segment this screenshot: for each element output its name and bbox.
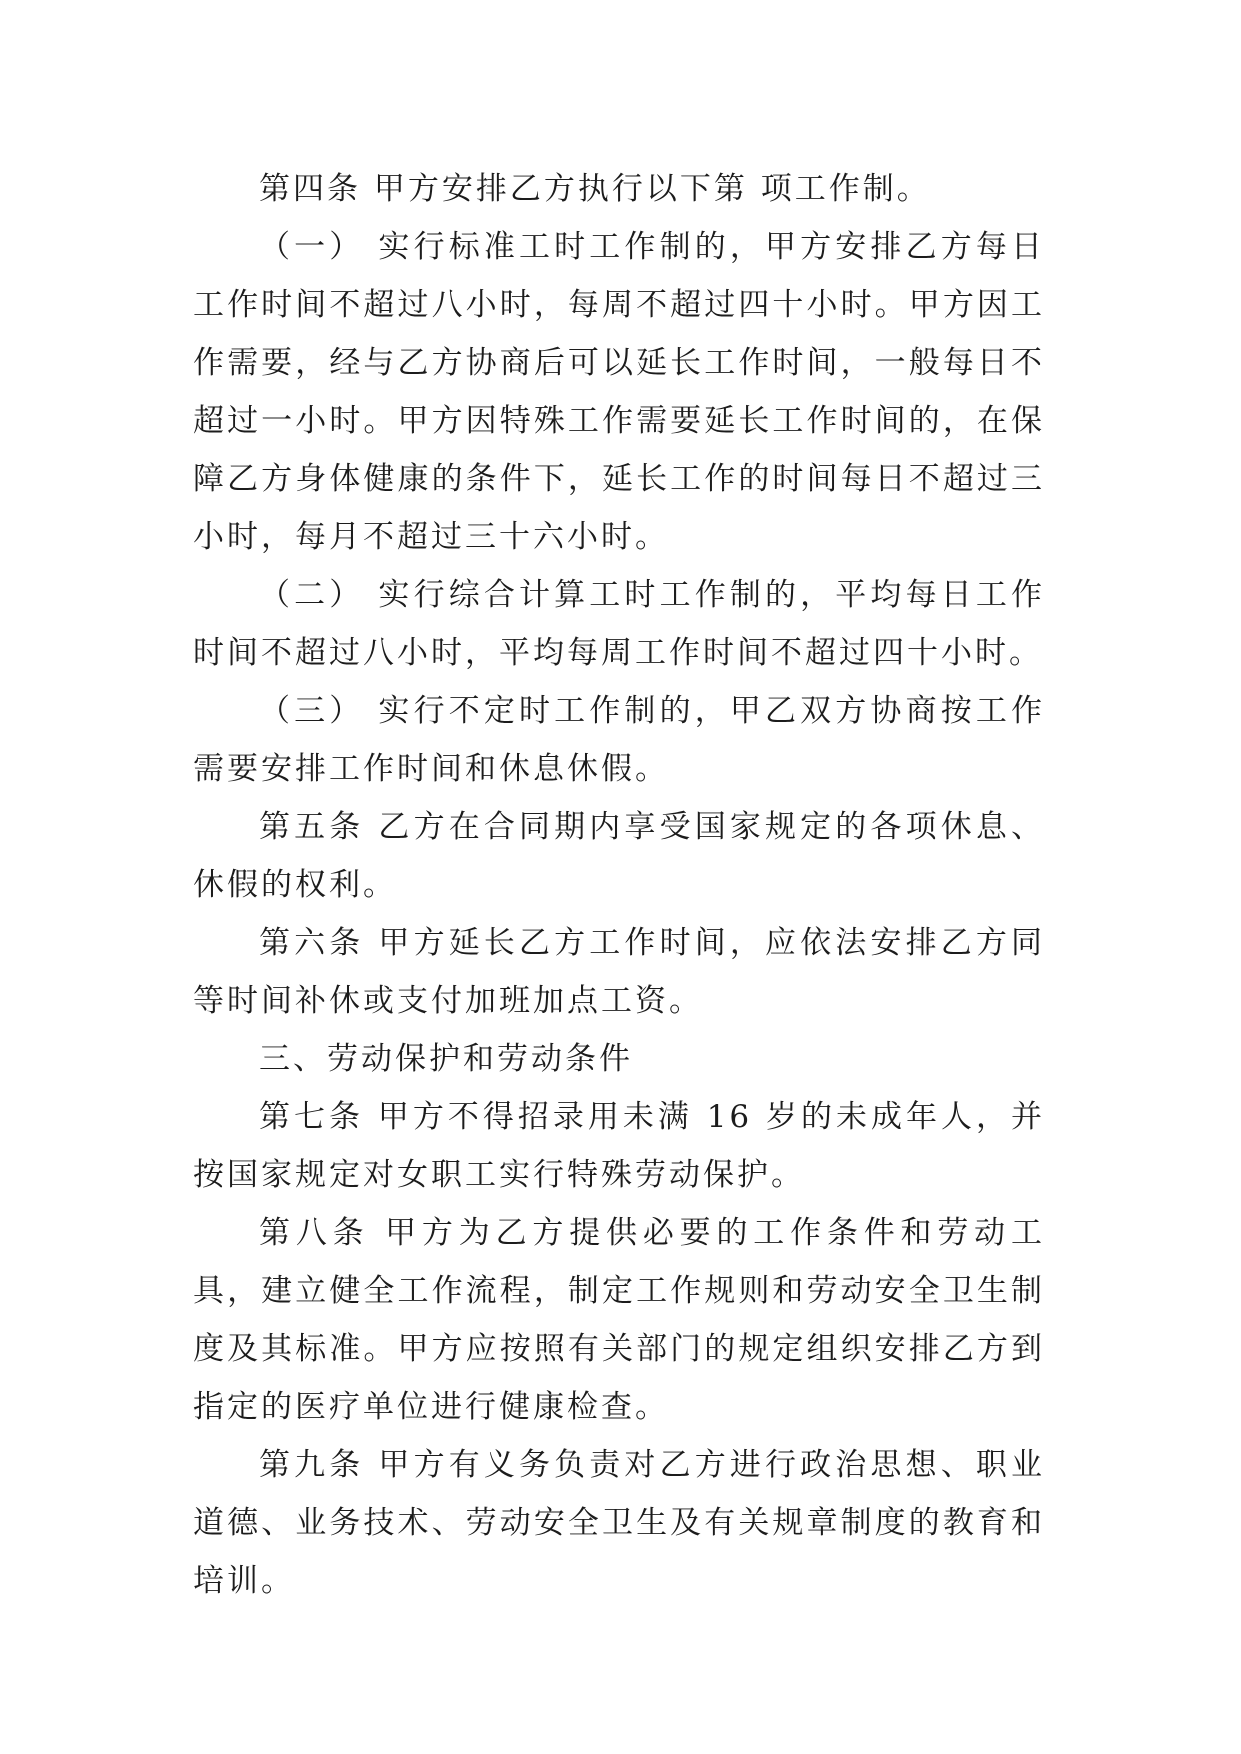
clause-standard-hours-paragraph: （一） 实行标准工时工作制的，甲方安排乙方每日工作时间不超过八小时，每周不超过四十小时。甲方因工作需要，经与乙方协商后可以延长工作时间，一般每日不超过一小时。甲方因特殊工作需要延长工作时间的，在保障乙方身体健康的条件下，延长工作的时间每日不超过三小时，每月不超过三十六小时。 xyxy=(193,229,1045,555)
section-3-heading: 三、劳动保护和劳动条件 xyxy=(259,1041,633,1077)
article-8-paragraph: 第八条 甲方为乙方提供必要的工作条件和劳动工具，建立健全工作流程，制定工作规则和劳动安全卫生制度及其标准。甲方应按照有关部门的规定组织安排乙方到指定的医疗单位进行健康检查。 xyxy=(193,1215,1045,1425)
clause-flexible-hours-paragraph: （三） 实行不定时工作制的，甲乙双方协商按工作需要安排工作时间和休息休假。 xyxy=(193,693,1045,787)
clause-comprehensive-hours-paragraph: （二） 实行综合计算工时工作制的，平均每日工作时间不超过八小时，平均每周工作时间不超过四十小时。 xyxy=(193,577,1045,671)
article-5-paragraph: 第五条 乙方在合同期内享受国家规定的各项休息、休假的权利。 xyxy=(193,809,1045,903)
article-9-paragraph: 第九条 甲方有义务负责对乙方进行政治思想、职业道德、业务技术、劳动安全卫生及有关规章制度的教育和培训。 xyxy=(193,1447,1045,1599)
article-7-paragraph: 第七条 甲方不得招录用未满 16 岁的未成年人，并按国家规定对女职工实行特殊劳动保护。 xyxy=(193,1099,1045,1193)
document-body xyxy=(193,160,1045,1610)
article-4-paragraph: 第四条 甲方安排乙方执行以下第 项工作制。 xyxy=(259,171,931,207)
article-6-paragraph: 第六条 甲方延长乙方工作时间，应依法安排乙方同等时间补休或支付加班加点工资。 xyxy=(193,925,1045,1019)
